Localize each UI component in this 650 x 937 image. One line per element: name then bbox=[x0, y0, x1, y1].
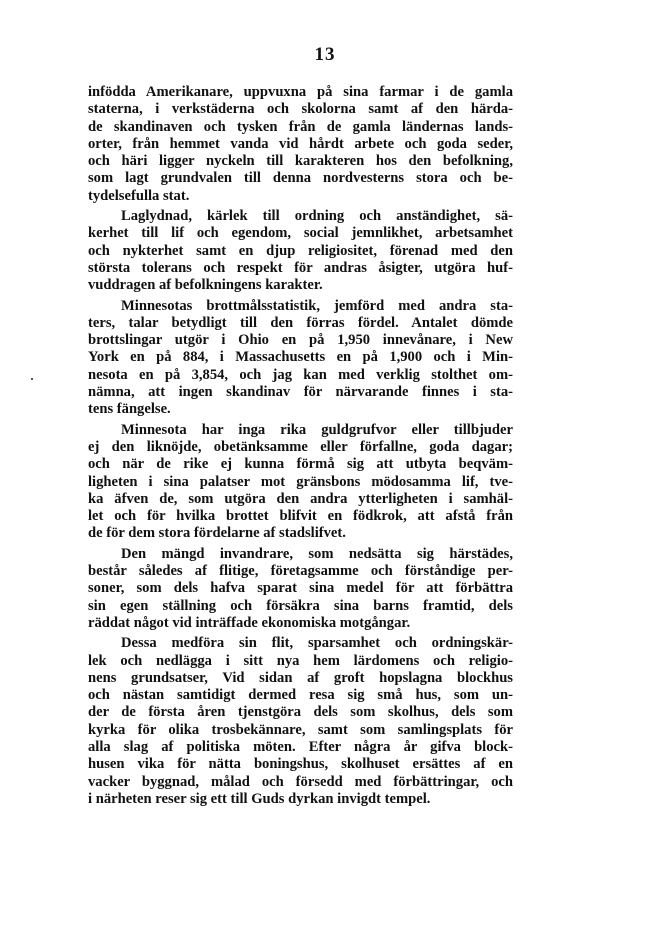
text-line: i närheten reser sig ett till Guds dyrkan invigdt tempel. bbox=[88, 790, 431, 807]
text-line: tydelsefulla stat. bbox=[88, 187, 190, 204]
text-line: let och för hvilka brottet blifvit en födkrok, att afstå från bbox=[88, 508, 513, 525]
paragraph bbox=[88, 298, 513, 419]
text-line: Minnesotas brottmålsstatistik, jemförd med andra sta- bbox=[121, 297, 513, 314]
text-line: de skandinaven och tysken från de gamla ländernas lands- bbox=[88, 118, 513, 135]
text-line: soner, som dels hafva sparat sina medel för att förbättra bbox=[88, 580, 513, 597]
text-line: nesota en på 3,854, och jag kan med verklig stolthet om- bbox=[88, 366, 513, 383]
text-line: de för dem stora fördelarne af stadslifvet. bbox=[88, 525, 346, 542]
paragraph bbox=[88, 422, 513, 543]
text-line: York en på 884, i Massachusetts en på 1,900 och i Min- bbox=[88, 349, 513, 366]
text-line: vacker byggnad, målad och försedd med förbättringar, och bbox=[88, 773, 513, 790]
text-line: och nykterhet samt en djup religiositet, förenad med den bbox=[88, 242, 513, 259]
text-line: brottslingar utgör i Ohio en på 1,950 innevånare, i New bbox=[88, 332, 513, 349]
text-line: Minnesota har inga rika guldgrufvor eller tillbjuder bbox=[121, 421, 513, 438]
paragraph bbox=[88, 208, 513, 294]
text-line: Laglydnad, kärlek till ordning och anständighet, sä- bbox=[121, 208, 513, 225]
text-line: och nästan samtidigt dermed resa sig små hus, som un- bbox=[88, 687, 513, 704]
text-line: största tolerans och respekt för andras åsigter, utgöra huf- bbox=[88, 259, 513, 276]
text-line: alla slag af politiska möten. Efter några år gifva block- bbox=[88, 738, 513, 755]
text-line: ligheten i sina palatser mot gränsbons mödosamma lif, tve- bbox=[88, 473, 513, 490]
text-line: orter, från hemmet vanda vid hårdt arbete och goda seder, bbox=[88, 135, 513, 152]
text-line: nämna, att ingen skandinav för närvarande finnes i sta- bbox=[88, 384, 513, 401]
text-line: och häri ligger nyckeln till karakteren hos den befolkning, bbox=[88, 153, 513, 170]
text-line: Den mängd invandrare, som nedsätta sig härstädes, bbox=[121, 545, 513, 562]
text-line: och när de rike ej kunna förmå sig att utbyta beqväm- bbox=[88, 456, 513, 473]
page-number: 13 bbox=[314, 44, 336, 65]
text-line: består således af flitige, företagsamme och förståndige per- bbox=[88, 563, 513, 580]
text-line: staterna, i verkstäderna och skolorna samt af den härda- bbox=[88, 101, 513, 118]
text-line: der de första åren tjenstgöra dels som skolhus, dels som bbox=[88, 704, 513, 721]
text-line: som lagt grundvalen till denna nordvesterns stora och be- bbox=[88, 170, 513, 187]
text-line: husen vika för nätta boningshus, skolhuset ersättes af en bbox=[88, 756, 513, 773]
text-line: sin egen ställning och försäkra sina barns framtid, dels bbox=[88, 597, 513, 614]
text-line: nens grundsatser, Vid sidan af groft hopslagna blockhus bbox=[88, 669, 513, 686]
text-line: tens fängelse. bbox=[88, 401, 171, 418]
text-line: ka äfven de, som utgöra den andra ytterligheten i samhäl- bbox=[88, 490, 513, 507]
text-line: ej den liknöjde, obetänksamme eller förfallne, goda dagar; bbox=[88, 438, 513, 455]
text-line: infödda Amerikanare, uppvuxna på sina farmar i de gamla bbox=[88, 84, 513, 100]
text-line: räddat något vid inträffade ekonomiska motgångar. bbox=[88, 614, 411, 631]
paragraph bbox=[88, 84, 513, 205]
print-speck bbox=[31, 378, 33, 380]
text-line: ters, talar betydligt till den förras fördel. Antalet dömde bbox=[88, 314, 513, 331]
text-line: lek och nedlägga i sitt nya hem lärdomens och religio- bbox=[88, 652, 513, 669]
text-line: Dessa medföra sin flit, sparsamhet och ordningskär- bbox=[121, 635, 513, 652]
paragraph bbox=[88, 635, 513, 808]
text-column bbox=[88, 84, 513, 811]
text-line: kyrka för olika trosbekännare, samt som samlingsplats för bbox=[88, 721, 513, 738]
paragraph bbox=[88, 546, 513, 632]
text-line: kerhet till lif och egendom, social jemnlikhet, arbetsamhet bbox=[88, 225, 513, 242]
text-line: vuddragen af befolkningens karakter. bbox=[88, 277, 323, 294]
